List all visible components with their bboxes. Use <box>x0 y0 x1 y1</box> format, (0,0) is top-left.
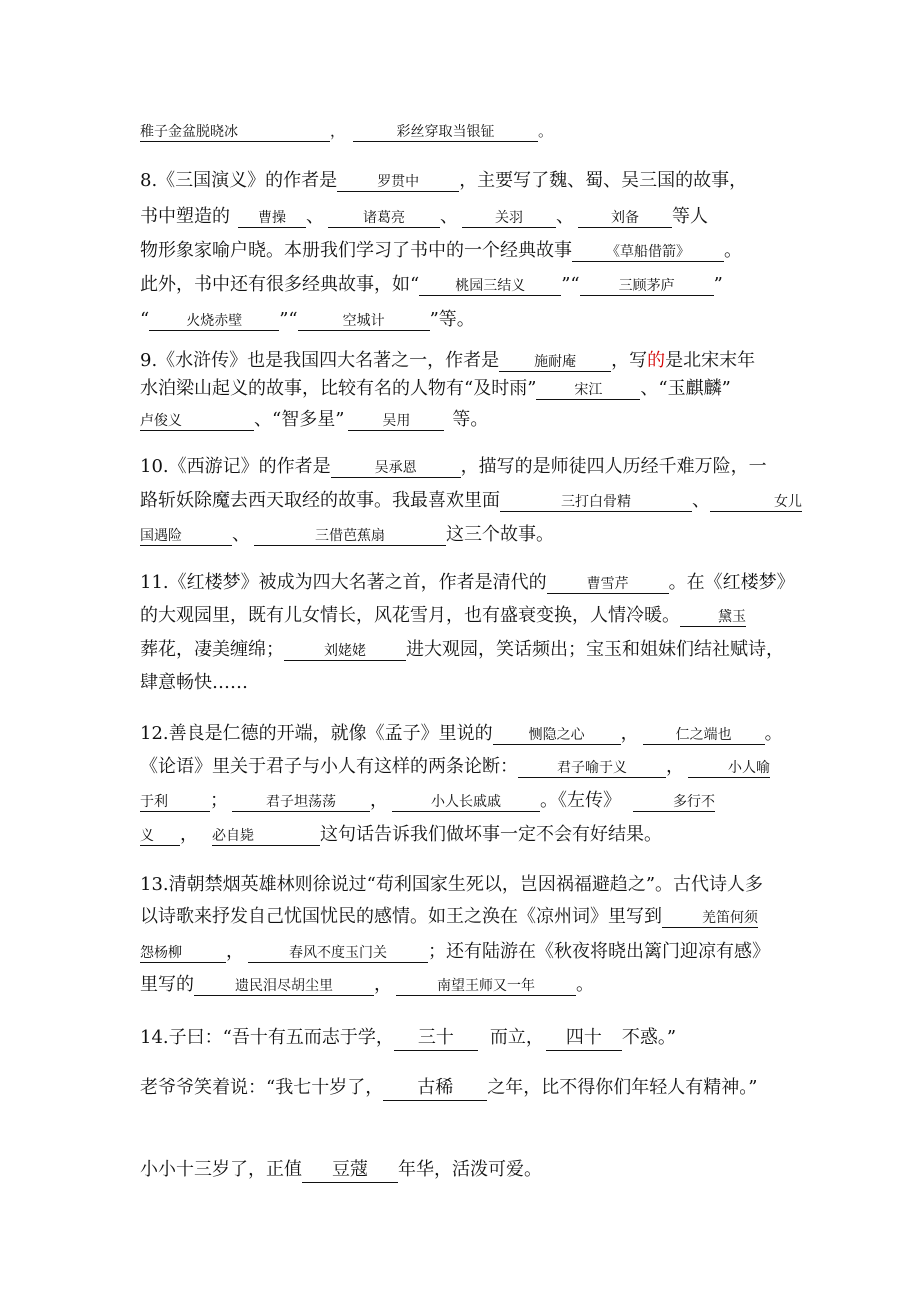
answer-blank: 小人喻 <box>688 760 770 778</box>
answer-blank: 卢俊义 <box>140 413 254 431</box>
answer-blank: 宋江 <box>536 382 640 400</box>
line-12: 11.《红楼梦》被成为四大名著之首，作者是清代的 曹雪芹 。在《红楼梦》 <box>140 572 795 593</box>
answer-blank: 桃园三结义 <box>419 278 561 296</box>
answer-blank: 君子喻于义 <box>518 760 666 778</box>
answer-blank: 君子坦荡荡 <box>232 794 370 812</box>
answer-blank: 遗民泪尽胡尘里 <box>194 978 374 996</box>
line-22: 怨杨柳 ， 春风不度玉门关 ；还有陆游在《秋夜将晓出篱门迎凉有感》 <box>140 941 770 962</box>
answer-blank: 三十 <box>394 1028 478 1051</box>
line-2: 书中塑造的 曹操 、 诸葛亮 、 关羽 、 刘备 等人 <box>140 206 708 227</box>
answer-blank: 四十 <box>546 1028 622 1051</box>
answer-blank: 《草船借箭》 <box>572 244 724 262</box>
answer-blank: 怨杨柳 <box>140 945 226 963</box>
line-9: 10.《西游记》的作者是 吴承恩 ，描写的是师徒四人历经千难万险，一 <box>140 456 767 477</box>
answer-blank: 火烧赤壁 <box>149 313 279 331</box>
answer-blank: 稚子金盆脱晓冰 <box>140 124 330 142</box>
answer-blank: 羌笛何须 <box>662 910 758 928</box>
line-16: 12.善良是仁德的开端，就像《孟子》里说的 恻隐之心 ， 仁之端也 。 <box>140 723 783 744</box>
answer-blank: 三借芭蕉扇 <box>254 528 446 546</box>
answer-blank: 诸葛亮 <box>328 210 440 228</box>
answer-blank: 施耐庵 <box>499 354 611 372</box>
answer-blank: 国遇险 <box>140 528 232 546</box>
answer-blank: 古稀 <box>383 1078 487 1101</box>
line-23: 里写的 遗民泪尽胡尘里 ， 南望王师又一年 。 <box>140 974 594 995</box>
line-18: 于利 ； 君子坦荡荡 ， 小人长戚戚 。《左传》 多行不 <box>140 790 715 811</box>
line-11: 国遇险 、 三借芭蕉扇 这三个故事。 <box>140 524 554 545</box>
answer-blank: 春风不度玉门关 <box>248 945 428 963</box>
line-5: “ 火烧赤壁 ”“ 空城计 ”等。 <box>140 309 475 330</box>
answer-blank: 恻隐之心 <box>493 727 621 745</box>
answer-blank: 黛玉 <box>680 609 746 627</box>
answer-blank: 吴承恩 <box>331 460 461 478</box>
answer-blank: 多行不 <box>633 794 715 812</box>
answer-blank: 刘姥姥 <box>284 643 406 661</box>
line-4: 此外，书中还有很多经典故事，如“ 桃园三结义 ”“ 三顾茅庐 ” <box>140 274 723 295</box>
answer-blank: 必自毙 <box>212 828 320 846</box>
answer-blank: 女儿 <box>710 494 802 512</box>
answer-blank: 义 <box>140 828 180 846</box>
answer-blank: 彩丝穿取当银钲 <box>353 124 538 142</box>
answer-blank: 豆蔻 <box>302 1160 398 1183</box>
answer-blank: 曹操 <box>238 210 306 228</box>
line-20: 13.清朝禁烟英雄林则徐说过“苟利国家生死以，岂因祸福避趋之”。古代诗人多 <box>140 874 764 895</box>
line-21: 以诗歌来抒发自己忧国忧民的感情。如王之涣在《凉州词》里写到 羌笛何须 <box>140 906 758 927</box>
line-14: 葬花，凄美缠绵； 刘姥姥 进大观园，笑话频出；宝玉和姐妹们结社赋诗， <box>140 639 784 660</box>
answer-blank: 于利 <box>140 794 210 812</box>
line-25: 老爷爷笑着说：“我七十岁了， 古稀 之年，比不得你们年轻人有精神。” <box>140 1078 757 1101</box>
line-0: 稚子金盆脱晓冰 ， 彩丝穿取当银钲 。 <box>140 124 553 142</box>
line-8: 卢俊义 、“智多星” 吴用 等。 <box>140 409 489 430</box>
answer-blank: 空城计 <box>298 313 430 331</box>
line-6: 9.《水浒传》也是我国四大名著之一，作者是 施耐庵 ，写的是北宋末年 <box>140 350 756 371</box>
line-24: 14.子曰：“吾十有五而志于学， 三十 而立， 四十 不惑。” <box>140 1028 676 1051</box>
line-17: 《论语》里关于君子与小人有这样的两条论断： 君子喻于义 ， 小人喻 <box>140 756 770 777</box>
answer-blank: 仁之端也 <box>643 727 765 745</box>
answer-blank: 关羽 <box>462 210 556 228</box>
line-19: 义 ， 必自毙 这句话告诉我们做坏事一定不会有好结果。 <box>140 824 662 845</box>
answer-blank: 吴用 <box>348 413 444 431</box>
answer-blank: 罗贯中 <box>337 174 459 192</box>
line-7: 水泊梁山起义的故事，比较有名的人物有“及时雨” 宋江 、“玉麒麟” <box>140 378 731 399</box>
answer-blank: 曹雪芹 <box>547 576 669 594</box>
answer-blank: 三打白骨精 <box>500 494 692 512</box>
line-1: 8.《三国演义》的作者是 罗贯中 ，主要写了魏、蜀、吴三国的故事， <box>140 170 748 191</box>
answer-blank: 小人长戚戚 <box>392 794 540 812</box>
line-26: 小小十三岁了，正值 豆蔻 年华，活泼可爱。 <box>140 1160 542 1183</box>
answer-blank: 刘备 <box>578 210 672 228</box>
answer-blank: 南望王师又一年 <box>396 978 576 996</box>
line-15: 肆意畅快…… <box>140 672 248 693</box>
line-13: 的大观园里，既有儿女情长，风花雪月，也有盛衰变换，人情冷暖。 黛玉 <box>140 605 746 626</box>
answer-blank: 三顾茅庐 <box>580 278 714 296</box>
line-10: 路斩妖除魔去西天取经的故事。我最喜欢里面 三打白骨精 、 女儿 <box>140 490 802 511</box>
line-3: 物形象家喻户晓。本册我们学习了书中的一个经典故事 《草船借箭》 。 <box>140 240 742 261</box>
